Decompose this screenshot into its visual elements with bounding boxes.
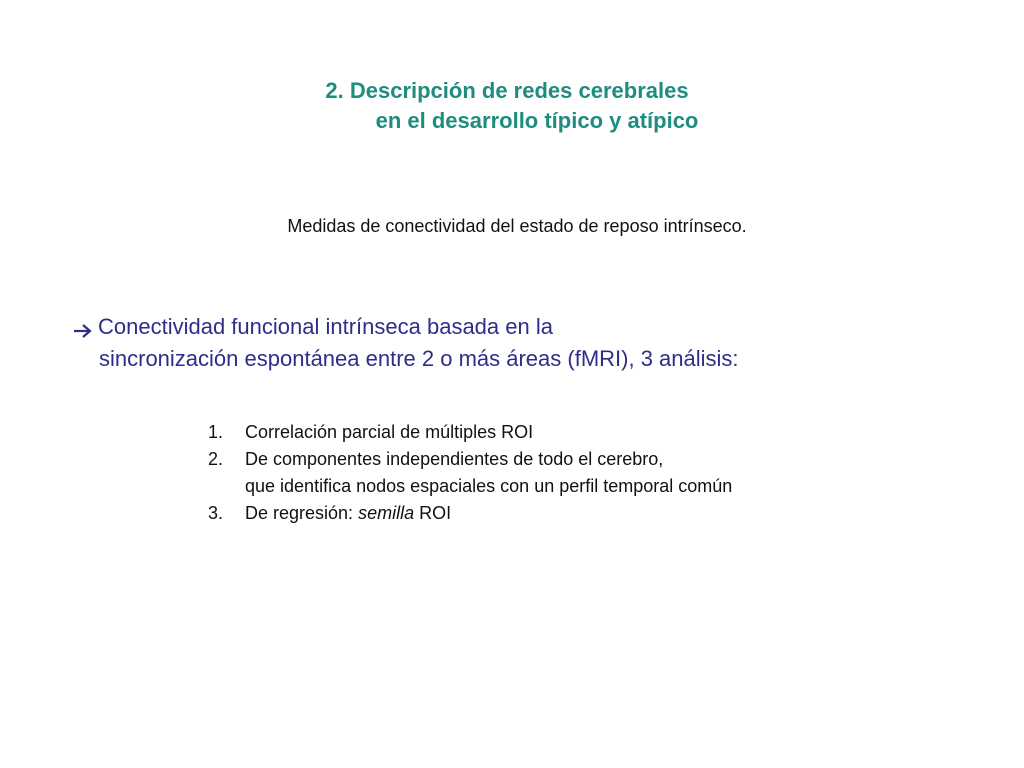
list-item-text: De componentes independientes de todo el cerebro, (245, 449, 664, 469)
list-item-text: Correlación parcial de múltiples ROI (245, 422, 534, 442)
list-item-continuation: que identifica nodos espaciales con un perfil temporal común (245, 476, 733, 496)
list-item-text (245, 500, 451, 527)
list-item-number: 3. (208, 503, 224, 523)
analysis-list (208, 419, 732, 527)
list-item-text-italic: semilla (358, 503, 415, 523)
list-item-number: 2. (208, 449, 224, 469)
list-item (208, 419, 732, 446)
main-bullet (72, 311, 739, 375)
list-item-text-after: ROI (414, 503, 452, 523)
slide-subtitle: Medidas de conectividad del estado de reposo intrínseco. (287, 216, 747, 236)
title-line-1: 2. Descripción de redes cerebrales (325, 78, 689, 103)
list-item-text-before: De regresión: (245, 503, 359, 523)
list-item (208, 500, 732, 527)
bullet-line-2: sincronización espontánea entre 2 o más áreas (fMRI), 3 análisis: (99, 346, 739, 371)
right-arrow-icon (72, 318, 94, 338)
slide-title (0, 76, 1024, 136)
list-item-number: 1. (208, 422, 224, 442)
bullet-line-1: Conectividad funcional intrínseca basada en la (98, 314, 553, 339)
list-item (208, 446, 732, 473)
title-line-2: en el desarrollo típico y atípico (375, 108, 699, 133)
